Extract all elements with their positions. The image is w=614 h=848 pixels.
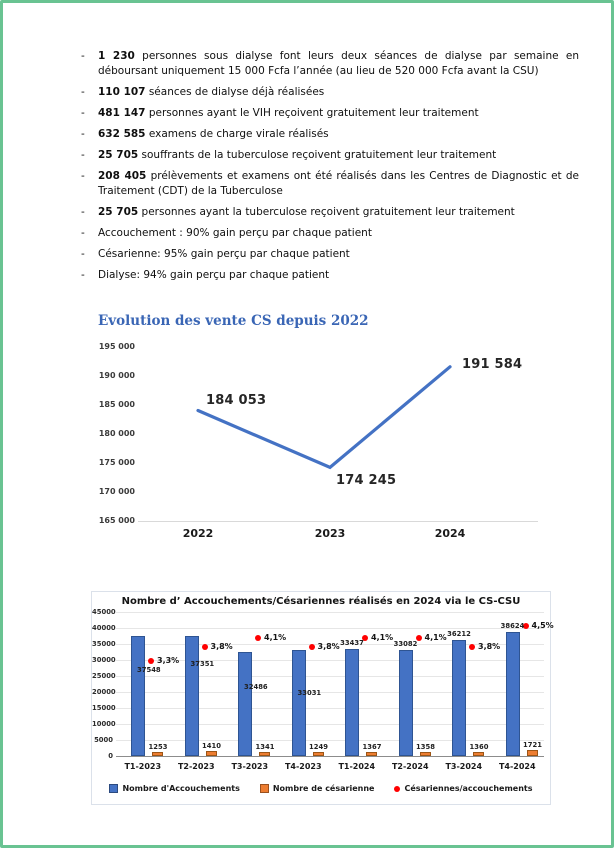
bullet-text: 632 585 examens de charge virale réalisés [98, 128, 329, 140]
x-tick-label: 2022 [182, 527, 214, 540]
y-tick-label: 25000 [92, 672, 116, 680]
y-tick-label: 195 000 [98, 342, 135, 351]
bullet-item [81, 268, 579, 283]
cesarienne-bar [527, 750, 538, 756]
accouchements-value-label: 33082 [393, 640, 418, 649]
bullet-dash-marker: - [81, 50, 85, 62]
cesarienne-value-label: 1367 [362, 742, 382, 751]
grid-line [116, 676, 544, 677]
legend-item [109, 784, 239, 793]
ratio-percent-label: 4,5% [531, 621, 554, 631]
legend-swatch [260, 784, 269, 793]
bullet-text: 110 107 séances de dialyse déjà réalisées [98, 86, 325, 98]
bullet-text: 25 705 souffrants de la tuberculose reçoivent gratuitement leur traitement [98, 149, 497, 161]
bullet-item [81, 169, 579, 199]
legend-label: Nombre d'Accouchements [122, 784, 240, 793]
bullet-bold-number: 25 705 [98, 149, 139, 161]
x-tick-label: T4-2024 [498, 762, 536, 771]
bullet-dash-marker: - [81, 170, 85, 182]
cesarienne-value-label: 1358 [416, 742, 435, 751]
accouchements-value-label: 33031 [297, 688, 322, 697]
x-tick-label: 2023 [314, 527, 346, 540]
accouchements-bar [399, 650, 413, 756]
bullet-item [81, 247, 579, 262]
ratio-scatter-dot [202, 644, 208, 650]
bullet-item [81, 49, 579, 79]
grid-line [116, 740, 544, 741]
legend-item [394, 784, 532, 793]
bullet-text: Dialyse: 94% gain perçu par chaque patient [98, 269, 330, 281]
grid-line [116, 692, 544, 693]
line-chart-title: Evolution des vente CS depuis 2022 [98, 313, 369, 329]
bullet-dash-marker: - [81, 86, 85, 98]
bullet-dash-marker: - [81, 128, 85, 140]
y-tick-label: 40000 [92, 624, 116, 632]
bullet-text: 1 230 personnes sous dialyse font leurs deux séances de dialyse par semaine en déboursant uniquement 15 000 Fcfa l’année (au lieu de 520 000 Fcfa avant la CSU) [98, 50, 579, 77]
y-tick-label: 45000 [92, 608, 116, 616]
bullet-dash-marker: - [81, 107, 85, 119]
y-tick-label: 190 000 [98, 371, 135, 380]
x-tick-label: T1-2024 [338, 762, 376, 771]
bullet-text: 208 405 prélèvements et examens ont été réalisés dans les Centres de Diagnostic et de Traitement (CDT) de la Tuberculose [98, 170, 579, 197]
bullet-bold-number: 25 705 [98, 206, 139, 218]
cesarienne-bar [420, 752, 431, 756]
bullet-item [81, 226, 579, 241]
ratio-percent-label: 4,1% [371, 632, 394, 642]
ratio-percent-label: 3,8% [317, 641, 340, 651]
grid-line [116, 628, 544, 629]
y-tick-label: 180 000 [98, 429, 135, 438]
grid-line [116, 724, 544, 725]
bullet-dash-marker: - [81, 206, 85, 218]
y-tick-label: 20000 [92, 688, 116, 696]
cesarienne-value-label: 1360 [469, 742, 489, 751]
cesarienne-bar [152, 752, 163, 756]
legend-swatch [109, 784, 118, 793]
bullet-bold-number: 632 585 [98, 128, 146, 140]
ratio-scatter-dot [309, 644, 315, 650]
bullet-item [81, 106, 579, 121]
accouchements-bar [185, 636, 199, 756]
data-point-label: 174 245 [336, 473, 397, 489]
accouchements-bar [345, 649, 359, 756]
ratio-percent-label: 4,1% [264, 632, 287, 642]
cesarienne-value-label: 1253 [148, 742, 168, 751]
bar-chart [91, 591, 554, 805]
y-tick-label: 0 [108, 752, 113, 760]
bullet-text: Césarienne: 95% gain perçu par chaque patient [98, 248, 350, 260]
bullet-item [81, 127, 579, 142]
cesarienne-bar [206, 751, 217, 756]
y-tick-label: 175 000 [98, 458, 135, 467]
ratio-scatter-dot [469, 644, 475, 650]
accouchements-bar [131, 636, 145, 756]
bullet-bold-number: 110 107 [98, 86, 146, 98]
cesarienne-value-label: 1249 [309, 743, 328, 751]
accouchements-value-label: 38624 [500, 622, 525, 631]
y-tick-label: 15000 [92, 704, 116, 712]
bar-chart-title: Nombre d’ Accouchements/Césariennes réalisés en 2024 via le CS-CSU [121, 596, 521, 607]
chart-legend [92, 784, 550, 793]
bullet-dash-marker: - [81, 149, 85, 161]
bullet-dash-marker: - [81, 248, 85, 260]
ratio-percent-label: 3,8% [478, 641, 501, 651]
accouchements-value-label: 37548 [137, 665, 161, 674]
y-tick-label: 185 000 [98, 400, 135, 409]
accouchements-bar [506, 632, 520, 756]
ratio-percent-label: 4,1% [424, 632, 447, 642]
cesarienne-bar [473, 752, 484, 756]
bullet-text: Accouchement : 90% gain perçu par chaque patient [98, 227, 372, 239]
bullet-bold-number: 1 230 [98, 50, 135, 62]
x-axis-line [116, 756, 544, 757]
bullet-item [81, 85, 579, 100]
accouchements-value-label: 32486 [244, 682, 268, 691]
cesarienne-value-label: 1341 [255, 742, 275, 751]
x-tick-label: T3-2023 [231, 762, 269, 771]
legend-label: Césariennes/accouchements [404, 784, 533, 793]
legend-label: Nombre de césarienne [272, 784, 375, 793]
cesarienne-value-label: 1410 [202, 742, 221, 751]
data-point-label: 184 053 [206, 393, 267, 409]
bullet-item [81, 148, 579, 163]
bullet-bold-number: 208 405 [98, 170, 147, 182]
y-tick-label: 30000 [92, 656, 116, 664]
cesarienne-bar [259, 752, 270, 756]
grid-line [116, 660, 544, 661]
accouchements-value-label: 37351 [190, 659, 215, 668]
bullet-list [81, 49, 579, 289]
ratio-scatter-dot [255, 635, 261, 641]
cesarienne-value-label: 1721 [523, 741, 542, 750]
y-tick-label: 5000 [94, 736, 113, 744]
y-tick-label: 10000 [92, 720, 116, 728]
x-tick-label: 2024 [434, 527, 466, 540]
data-point-label: 191 584 [462, 356, 523, 372]
bullet-text: 481 147 personnes ayant le VIH reçoivent gratuitement leur traitement [98, 107, 479, 119]
cesarienne-bar [366, 752, 377, 756]
y-tick-label: 165 000 [98, 516, 135, 525]
accouchements-bar [452, 640, 466, 756]
accouchements-bar [292, 650, 306, 756]
bullet-item [81, 205, 579, 220]
grid-line [116, 612, 544, 613]
y-tick-label: 170 000 [98, 487, 135, 496]
accouchements-value-label: 33437 [340, 639, 364, 647]
ratio-scatter-dot [148, 658, 154, 664]
bullet-dash-marker: - [81, 269, 85, 281]
legend-item [260, 784, 375, 793]
x-tick-label: T2-2024 [391, 762, 429, 771]
ratio-percent-label: 3,8% [210, 641, 233, 651]
bullet-bold-number: 481 147 [98, 107, 146, 119]
bullet-text: 25 705 personnes ayant la tuberculose reçoivent gratuitement leur traitement [98, 206, 515, 218]
x-tick-label: T3-2024 [445, 762, 483, 771]
legend-swatch [394, 786, 400, 792]
bullet-dash-marker: - [81, 227, 85, 239]
cesarienne-bar [313, 752, 324, 756]
x-tick-label: T1-2023 [124, 762, 162, 771]
line-chart [93, 339, 548, 557]
x-tick-label: T2-2023 [177, 762, 215, 771]
grid-line [116, 708, 544, 709]
ratio-percent-label: 3,3% [157, 655, 180, 665]
y-tick-label: 35000 [92, 640, 116, 648]
accouchements-bar [238, 652, 252, 756]
x-tick-label: T4-2023 [284, 762, 322, 771]
accouchements-value-label: 36212 [447, 630, 471, 639]
